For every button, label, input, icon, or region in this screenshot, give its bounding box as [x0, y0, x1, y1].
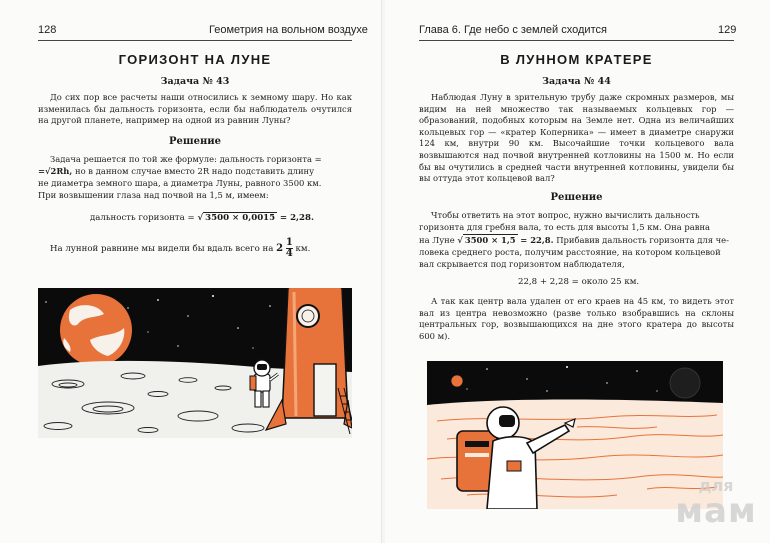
right-section-title: В ЛУННОМ КРАТЕРЕ — [500, 52, 653, 67]
dark-moon — [670, 368, 700, 398]
right-solution-line-4: ловека среднего роста, получим расстояние, на котором кольцевой — [419, 247, 721, 257]
left-section-title: ГОРИЗОНТ НА ЛУНЕ — [118, 52, 272, 67]
left-solution-line-1: Задача решается по той же формуле: дальность горизонта = — [50, 154, 322, 164]
right-solution-line-2: горизонта для гребня вала, то есть для высоты 1,5 км. Она равна — [419, 222, 711, 232]
answer-denominator: 4 — [285, 248, 293, 259]
left-problem-text: До сих пор все расчеты наши относились к земному шару. Но как изменилась бы дальность горизонта, если бы наблюдатель очутился на другой планете, например на одной из равнин Луны? — [38, 92, 352, 126]
left-answer-line — [50, 238, 310, 259]
right-running-title: Глава 6. Где небо с землей сходится — [419, 24, 607, 36]
moon-scene-svg — [38, 288, 352, 438]
answer-unit: км. — [295, 244, 311, 254]
watermark-line-2: мам — [675, 491, 757, 531]
right-page-number: 129 — [718, 24, 737, 36]
left-solution-line-2-text: но в данном случае вместо 2R надо подставить длину — [75, 166, 315, 176]
line3-result: = 22,8. — [520, 235, 554, 245]
formula-result: = 2,28. — [279, 213, 314, 223]
left-solution-line-3: не диаметра земного шара, а диаметра Луны, равного 3500 км. — [38, 178, 322, 188]
left-solution-label: Решение — [168, 136, 222, 147]
right-solution-line-5: вал скрывается под горизонтом наблюдателя, — [419, 259, 625, 269]
watermark — [664, 476, 768, 531]
right-header-rule — [419, 40, 734, 41]
right-problem-text: Наблюдая Луну в зрительную трубу даже скромных размеров, мы видим на ней множество так называемых кольцевых гор — образований, подобных которым на Земле нет. Одна из величайших кольцевых гор — «кратер Коперника» — имеет в диаметре снаружи 124 км, внутри 90 км. Высочайшие точки кольцевого вала возвышаются над почвой внутренней котловины на 1500 м. Но если бы вы очутились в средней части внутренней котловины, увидели бы вы оттуда этот кольцевой вал? — [419, 92, 734, 184]
answer-numerator: 1 — [285, 237, 293, 248]
line3-suffix: Прибавив дальность горизонта для че- — [556, 235, 729, 245]
right-task-label: Задача № 44 — [542, 76, 611, 87]
earth-planet — [60, 294, 132, 366]
right-solution-line-1: Чтобы ответить на этот вопрос, нужно вычислить дальность — [431, 210, 700, 220]
left-radius-formula: =√2Rh, — [38, 166, 73, 176]
answer-fraction — [286, 238, 293, 259]
left-page-number: 128 — [38, 24, 57, 36]
line3-prefix: на Луне — [419, 235, 455, 245]
left-task-label: Задача № 43 — [160, 76, 230, 87]
left-header-rule — [38, 40, 352, 41]
left-horizon-formula: дальность горизонта = √ 3500 × 0,0015 = 2,28. — [90, 213, 314, 223]
answer-prefix: На лунной равнине мы видели бы вдаль всего на — [50, 244, 274, 254]
left-solution-line-2 — [38, 166, 314, 176]
right-solution-line-3: на Луне √ 3500 × 1,5 = 22,8. Прибавив дальность горизонта для че- — [419, 235, 729, 245]
watermark-line-1: для — [698, 476, 734, 495]
right-conclusion-text: А так как центр вала удален от его краев на 45 км, то видеть этот вал из центра невозможно (разве только взобравшись на склоны центральных гор, возвышающихся на дне этого кратера до высоты 600 м). — [419, 296, 734, 341]
right-solution-label: Решение — [550, 192, 603, 203]
moon-horizon-illustration — [38, 288, 352, 438]
line3-radicand: 3500 × 1,5 — [464, 235, 516, 245]
formula-prefix: дальность горизонта = — [90, 213, 195, 223]
left-running-title: Геометрия на вольном воздухе — [209, 24, 368, 36]
answer-whole: 2 — [276, 243, 284, 254]
left-solution-line-4: При возвышении глаза над почвой на 1,5 м, имеем: — [38, 190, 269, 200]
right-sum-formula: 22,8 + 2,28 = около 25 км. — [518, 277, 640, 287]
formula-radicand: 3500 × 0,0015 — [205, 213, 276, 223]
